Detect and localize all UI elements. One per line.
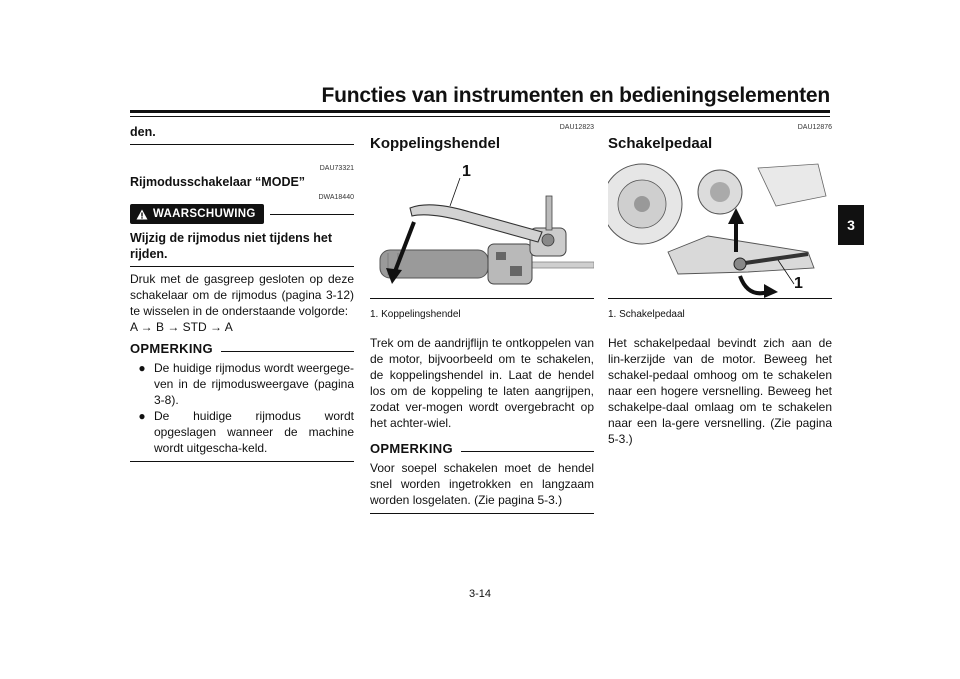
note-rule-bottom (130, 461, 354, 462)
note-rule (461, 451, 594, 452)
section-rule (130, 144, 354, 145)
bullet-icon: ● (138, 361, 146, 375)
doc-code: DWA18440 (318, 194, 354, 201)
warning-header (130, 204, 354, 224)
list-item (130, 360, 354, 408)
note-label: OPMERKING (130, 341, 213, 356)
doc-code: DAU73321 (319, 165, 354, 172)
note-text: Voor soepel schakelen moet de hendel snel worden ingetrokken en langzaam worden losgelaten. (Zie pagina 5-3.) (370, 461, 594, 507)
clutch-lever-body: Trek om de aandrijflijn te ontkoppelen van de motor, bijvoorbeeld om te schakelen, de koppelingshendel in. Laat de hendel los om de koppeling te laten aangrijpen, zodat ver-mogen wordt overgebracht op het achter-wiel. (370, 336, 594, 430)
shift-pedal-title: Schakelpedaal (608, 135, 713, 152)
callout-number: 1 (794, 275, 803, 292)
note-rule (221, 351, 354, 352)
callout-number: 1 (462, 163, 471, 180)
page-header-title: Functies van instrumenten en bedieningselementen (321, 84, 830, 107)
column-clutch-lever (370, 124, 594, 514)
warning-label: WAARSCHUWING (153, 208, 256, 220)
figure-caption: 1. Koppelingshendel (370, 309, 461, 320)
note-rule-bottom (370, 513, 594, 514)
header-rule (130, 110, 830, 113)
bullet-icon: ● (138, 409, 146, 423)
doc-code: DAU12876 (797, 124, 832, 131)
figure-caption: 1. Schakelpedaal (608, 309, 685, 320)
mode-switch-title: Rijmodusschakelaar “MODE” (130, 175, 306, 189)
warning-triangle-icon (136, 209, 148, 220)
page-number: 3-14 (468, 588, 492, 600)
list-item-text: De huidige rijmodus wordt opgeslagen wanneer de machine wordt uitgescha-keld. (154, 409, 354, 455)
doc-code: DAU12823 (559, 124, 594, 131)
clutch-lever-title: Koppelingshendel (370, 135, 501, 152)
warning-rule (270, 214, 354, 215)
mode-sequence: A → B → STD → A (130, 320, 233, 334)
list-item-text: De huidige rijmodus wordt weergege-ven in de rijmodusweergave (pagina 3-8). (154, 361, 354, 407)
list-item (130, 408, 354, 456)
clutch-lever-drawing (370, 156, 594, 298)
figure-rule (608, 298, 832, 299)
clutch-lever-illustration (370, 156, 594, 298)
continued-text: den. (130, 125, 156, 139)
chapter-tab[interactable]: 3 (838, 205, 864, 245)
warning-badge (130, 204, 264, 224)
warning-text: Wijzig de rijmodus niet tijdens het rijden. (130, 231, 332, 261)
column-shift-pedal (608, 124, 832, 447)
note-header (370, 441, 594, 457)
mode-switch-body: Druk met de gasgreep gesloten op deze schakelaar om de rijmodus (pagina 3-12) te wisselen in de onderstaande volgorde: (130, 272, 354, 318)
note-header (130, 341, 354, 357)
column-mode-switch (130, 124, 354, 462)
shift-pedal-body: Het schakelpedaal bevindt zich aan de lin-kerzijde van de motor. Beweeg het schakel-pedaal omhoog om te schakelen naar een hogere versnelling. Beweeg het schakelpe-daal omlaag om te schakelen naar een la-gere versnelling. (Zie pagina 5-3.) (608, 336, 832, 446)
note-label: OPMERKING (370, 441, 453, 456)
header-rule-thin (130, 116, 830, 117)
shift-pedal-illustration (608, 156, 832, 298)
figure-rule (370, 298, 594, 299)
warning-rule-bottom (130, 266, 354, 267)
